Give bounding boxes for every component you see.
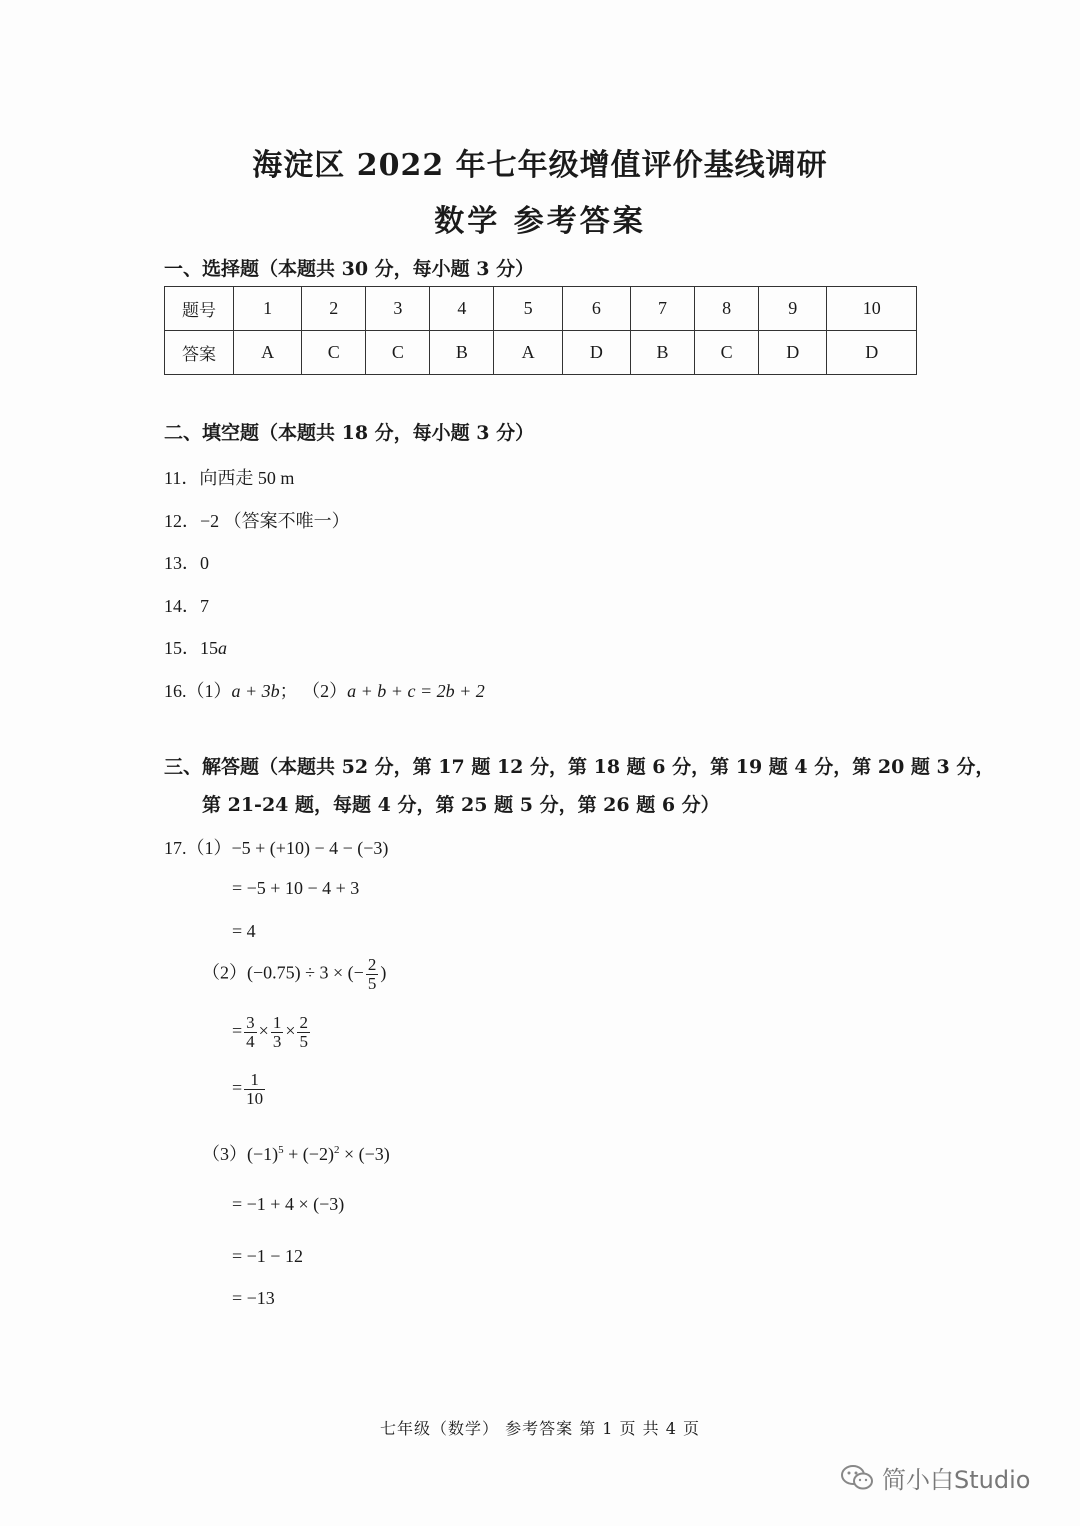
q17-part2-label: （2）(−0.75) ÷ 3 × (−: [202, 962, 364, 983]
answer-16-expr1: a + 3b: [231, 681, 280, 701]
q17-part3-step1: = −1 + 4 × (−3): [232, 1194, 345, 1214]
table-cell: 4: [430, 287, 494, 331]
answer-14: 14．7: [164, 596, 209, 616]
table-cell: B: [430, 331, 494, 375]
table-cell: D: [562, 331, 630, 375]
table-cell: D: [759, 331, 827, 375]
table-cell: 10: [827, 287, 917, 331]
table-cell: 6: [562, 287, 630, 331]
table-cell: 8: [695, 287, 759, 331]
page-title: 海淀区 2022 年七年级增值评价基线调研: [252, 148, 828, 183]
answer-15-num: 15．15: [164, 638, 218, 658]
table-cell: 9: [759, 287, 827, 331]
page-footer: 七年级（数学） 参考答案 第 1 页 共 4 页: [380, 1419, 700, 1438]
wechat-icon: [840, 1464, 874, 1498]
page-subtitle: 数学 参考答案: [434, 204, 646, 239]
answer-13: 13．0: [164, 553, 209, 573]
answer-15-var: a: [218, 638, 227, 658]
answer-16-expr2: a + b + c = 2b + 2: [347, 681, 485, 701]
row-header-num: 题号: [165, 287, 234, 331]
fraction-1-10: $\frac{1}{10}$: [246, 1070, 264, 1108]
table-row-answers: [165, 331, 917, 375]
fraction-3-4: $\frac{3}{4}$: [246, 1013, 255, 1051]
table-cell: 1: [234, 287, 302, 331]
row-header-ans: 答案: [165, 331, 234, 375]
q17-part2-step1: = $\frac{3}{4}$ × $\frac{1}{3}$ × $\frac{2}{5}$: [232, 1013, 308, 1051]
table-cell: D: [827, 331, 917, 375]
fraction-2-5: $\frac{2}{5}$: [367, 955, 377, 993]
table-cell: A: [234, 331, 302, 375]
answer-16-sep: ； （2）: [279, 681, 348, 701]
answer-16: [164, 677, 485, 703]
q17-part3-step3: = −13: [232, 1288, 275, 1308]
q17-part3: $(3)(-1)^5 + (-2)^2 \times (-3)$: [202, 1144, 390, 1164]
table-cell: C: [695, 331, 759, 375]
watermark-text: 简小白Studio: [882, 1466, 1031, 1494]
fraction-1-3: $\frac{1}{3}$: [272, 1013, 282, 1051]
section3-heading-line1: 三、解答题（本题共 52 分，第 17 题 12 分，第 18 题 6 分，第 19 题 4 分，第 20 题 3 分，: [164, 756, 995, 778]
table-cell: C: [366, 331, 430, 375]
q17-part1-step2: = 4: [232, 921, 256, 941]
q17-part2-close: ): [380, 962, 387, 983]
table-cell: 7: [630, 287, 694, 331]
q17-part1-step1: = −5 + 10 − 4 + 3: [232, 878, 360, 898]
table-cell: B: [630, 331, 694, 375]
table-cell: A: [494, 331, 562, 375]
section2-heading: 二、填空题（本题共 18 分，每小题 3 分）: [164, 422, 535, 444]
table-row-numbers: [165, 287, 917, 331]
answer-16-label: 16.（1）: [164, 681, 232, 701]
q17-part1: 17.（1）−5 + (+10) − 4 − (−3): [164, 838, 389, 858]
fraction-2-5b: $\frac{2}{5}$: [299, 1013, 308, 1051]
table-cell: C: [302, 331, 366, 375]
answer-12: 12．−2 （答案不唯一）: [164, 511, 350, 531]
table-cell: 3: [366, 287, 430, 331]
answer-table: [164, 286, 917, 375]
q17-part2-step2: = $\frac{1}{10}$: [232, 1070, 264, 1108]
q17-part3-step2: = −1 − 12: [232, 1246, 303, 1266]
watermark: [840, 1460, 1030, 1498]
answer-11: 11．向西走 50 m: [164, 468, 295, 488]
section1-heading: 一、选择题（本题共 30 分，每小题 3 分）: [164, 258, 535, 280]
answer-15: [164, 634, 227, 660]
table-cell: 5: [494, 287, 562, 331]
q17-part2: [202, 956, 386, 993]
section3-heading-line2: 第 21-24 题，每题 4 分，第 25 题 5 分，第 26 题 6 分）: [202, 794, 720, 816]
table-cell: 2: [302, 287, 366, 331]
